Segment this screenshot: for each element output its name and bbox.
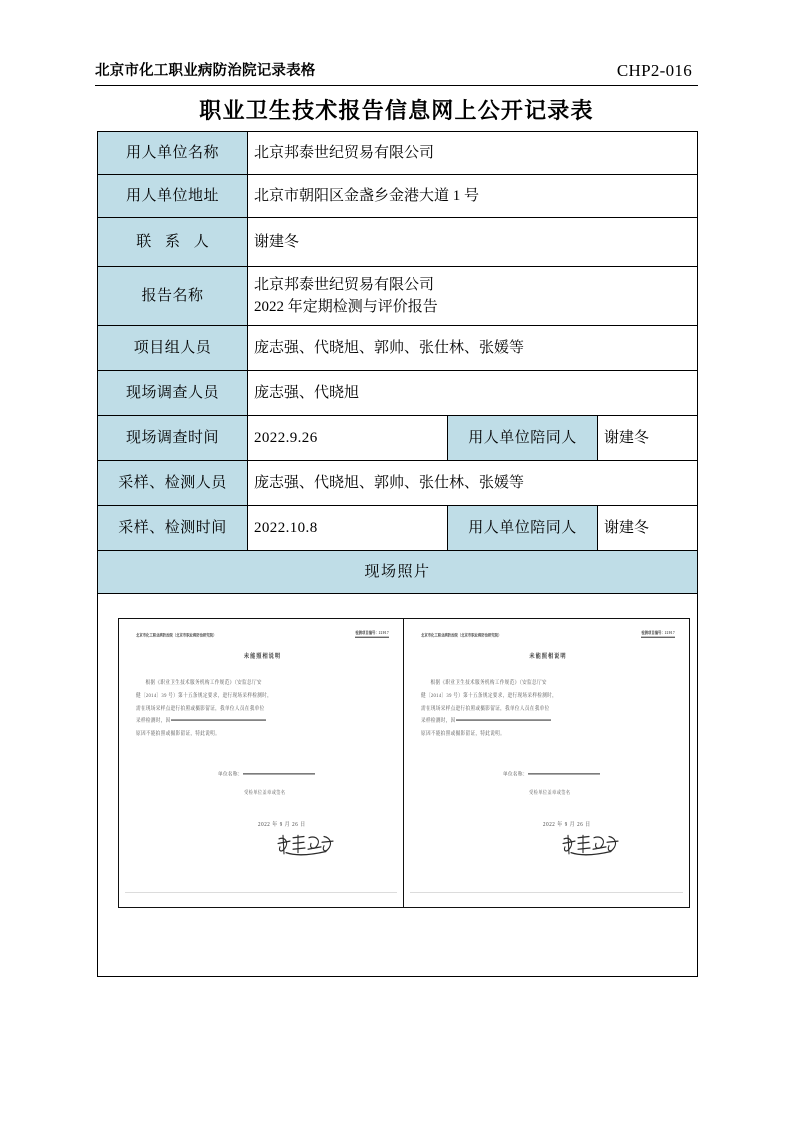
report-name-line-2: 2022 年定期检测与评价报告 [254,299,438,315]
table-row [98,594,698,977]
table-row [98,551,698,594]
row-label-site-survey-date: 现场调查时间 [98,416,248,461]
scan-blank-rule [456,720,551,721]
scanned-document-right [404,619,689,907]
table-row [98,371,698,416]
row-value-site-survey-date: 2022.9.26 [248,416,448,461]
page-title: 职业卫生技术报告信息网上公开记录表 [199,98,594,123]
scan-body [421,677,675,741]
scan-header-row [421,630,675,638]
row-value-contact-person: 谢建冬 [248,218,698,267]
scan-body-line-1: 根据《职业卫生技术服务机构工作规范》（安监总厅安 [430,679,547,686]
scan-sign-label: 单位名称： [503,771,528,777]
scan-header-field-value: 22017 [378,630,389,636]
scan-body-line-5: 原因不能拍照或摄影留证，特此说明。 [136,730,221,737]
row-value-site-survey-staff: 庞志强、代晓旭 [248,371,698,416]
header-org-form-label: 北京市化工职业病防治院记录表格 [95,63,316,79]
photo-wrap [104,594,691,976]
row-value-project-team: 庞志强、代晓旭、郭帅、张仕林、张媛等 [248,326,698,371]
row-label-site-survey-escort: 用人单位陪同人 [448,416,598,461]
scan-body [136,677,389,741]
scan-body-line-4 [136,715,389,728]
scan-title: 未能照相说明 [529,653,567,661]
table-row [98,132,698,175]
scan-header-field [355,630,389,638]
scan-header-row [136,630,389,638]
scan-signature-block [421,771,675,858]
scan-header-field-label: 检测项目编号： [641,630,665,636]
scan-body-line-4-text: 采样检测时，因 [136,717,171,724]
row-value-sampling-escort: 谢建冬 [598,506,698,551]
scan-body-line-2: 健〔2014〕39 号）第十五条规定要求，进行现场采样检测时， [421,692,558,699]
scan-sign-rule [528,773,600,774]
row-value-employer-name: 北京邦泰世纪贸易有限公司 [248,132,698,175]
table-row [98,461,698,506]
table-row [98,506,698,551]
scan-body-line-5: 原因不能拍照或摄影留证，特此说明。 [421,730,506,737]
scan-sign-label: 单位名称： [218,771,243,777]
scan-header-org: 北京市化工职业病防治院（北京市职业病防治研究院） [421,632,502,638]
scan-body-line-2: 健〔2014〕39 号）第十五条规定要求，进行现场采样检测时， [136,692,273,699]
table-row [98,218,698,267]
row-label-report-name: 报告名称 [98,267,248,326]
scan-sign-date: 2022 年 9 月 26 日 [258,823,306,830]
scan-body-line-4 [421,715,675,728]
scan-body-line-3: 需在现场采样点进行拍照或摄影留证，我单位人员在我单位 [421,705,550,711]
scan-sign-rule [243,773,315,774]
row-label-employer-address: 用人单位地址 [98,175,248,218]
scan-header-org: 北京市化工职业病防治院（北京市职业病防治研究院） [136,632,217,638]
scan-sign-sub-label: 受检单位盖章或签名 [244,789,286,796]
row-value-site-survey-escort: 谢建冬 [598,416,698,461]
header-form-code: CHP2-016 [616,61,692,80]
row-label-sampling-escort: 用人单位陪同人 [448,506,598,551]
table-row [98,267,698,326]
row-label-project-team: 项目组人员 [98,326,248,371]
scanned-document-left [119,619,404,907]
scan-body-line-3: 需在现场采样点进行拍照或摄影留证，我单位人员在我单位 [136,705,265,711]
scan-edge-line [410,892,683,893]
table-row [98,175,698,218]
handwritten-signature-icon [503,833,675,858]
scan-body-line-4-text: 采样检测时，因 [421,717,456,724]
scan-title: 未能照相说明 [243,653,282,661]
table-row [98,326,698,371]
scan-header-field-value: 22017 [664,630,675,636]
row-label-site-survey-staff: 现场调查人员 [98,371,248,416]
scan-signature-block [136,771,389,858]
row-value-report-name [248,267,698,326]
row-label-sampling-staff: 采样、检测人员 [98,461,248,506]
scan-blank-rule [171,720,266,721]
photo-section-label: 现场照片 [98,551,698,594]
row-value-sampling-staff: 庞志强、代晓旭、郭帅、张仕林、张媛等 [248,461,698,506]
scan-edge-line [125,892,397,893]
scan-header-field-label: 检测项目编号： [355,630,379,636]
report-name-line-1: 北京邦泰世纪贸易有限公司 [254,276,435,293]
scan-body-line-1: 根据《职业卫生技术服务机构工作规范》（安监总厅安 [145,679,262,686]
record-table [97,131,698,977]
row-label-employer-name: 用人单位名称 [98,132,248,175]
row-value-sampling-date: 2022.10.8 [248,506,448,551]
scan-sign-sub-label: 受检单位盖章或签名 [529,789,571,796]
scanned-images-frame [118,618,690,908]
running-header [95,56,698,86]
photo-section-body [98,594,698,977]
scan-sign-date: 2022 年 9 月 26 日 [543,823,591,830]
row-value-employer-address: 北京市朝阳区金盏乡金港大道 1 号 [248,175,698,218]
handwritten-signature-icon [218,833,389,858]
table-row [98,416,698,461]
row-label-contact-person: 联 系 人 [98,218,248,267]
row-label-sampling-date: 采样、检测时间 [98,506,248,551]
scan-header-field [641,630,675,638]
